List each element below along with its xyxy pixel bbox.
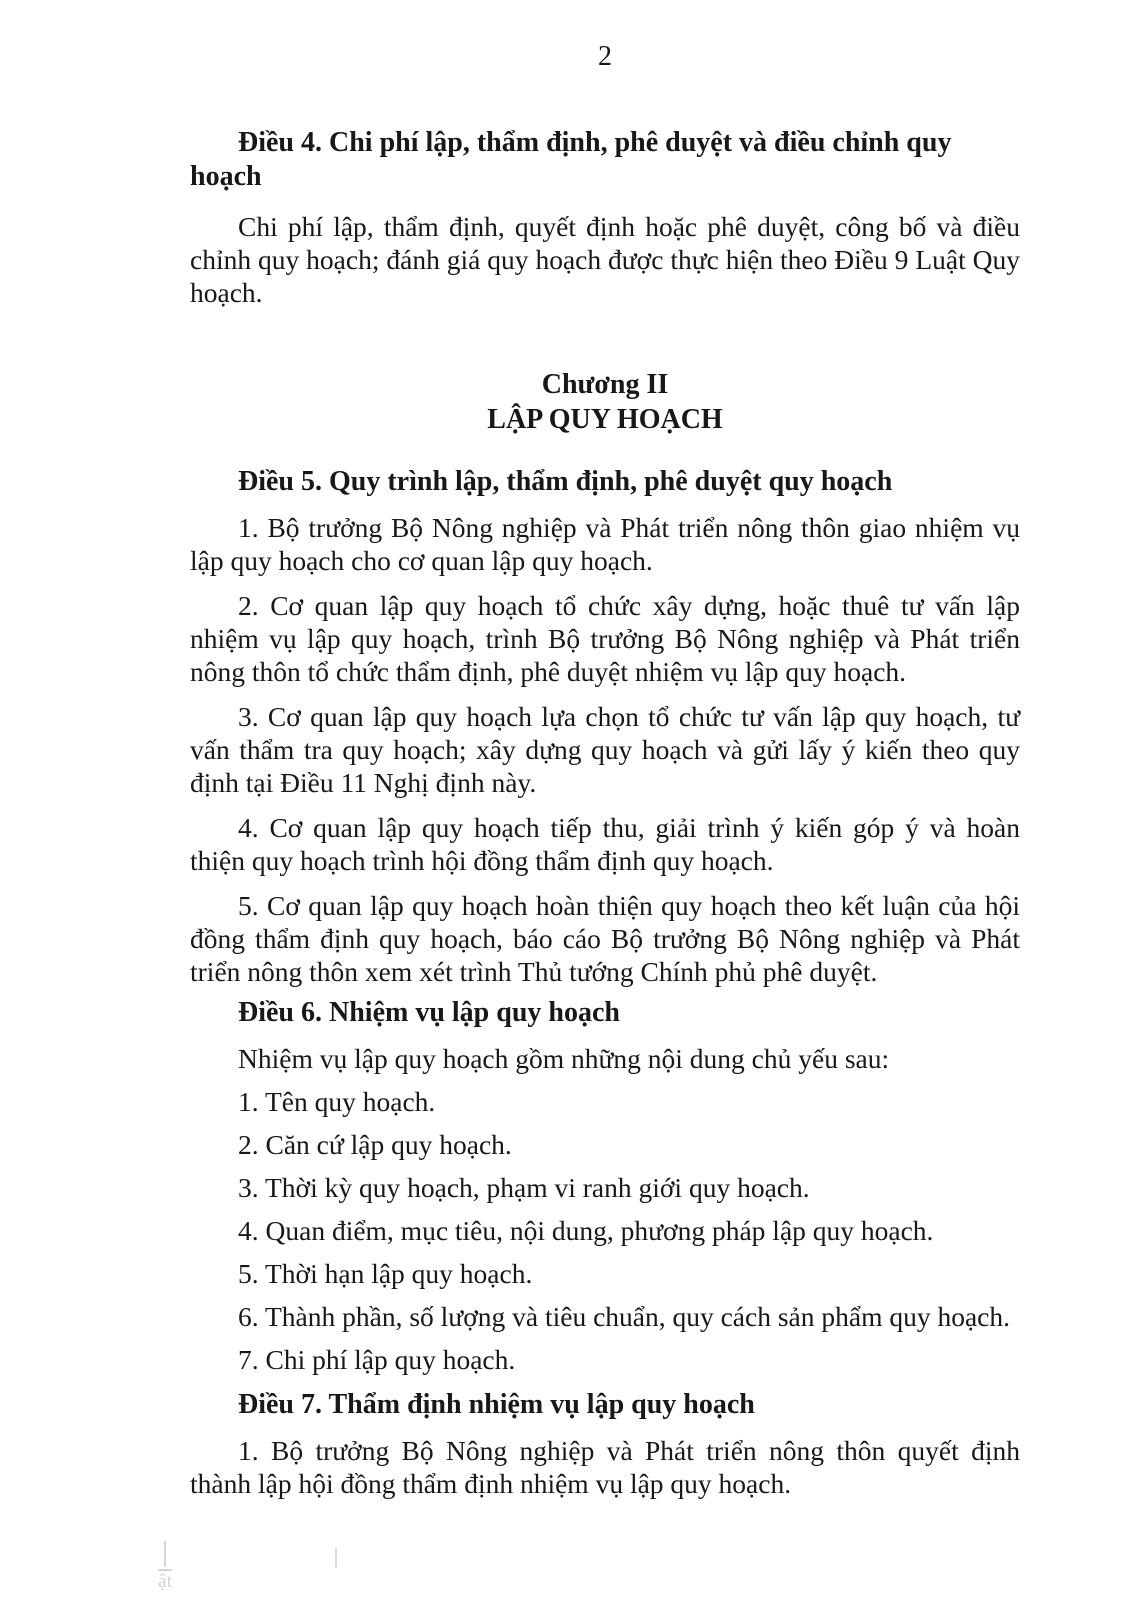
article-6-heading: Điều 6. Nhiệm vụ lập quy hoạch — [238, 997, 620, 1028]
article-6-item-5: 5. Thời hạn lập quy hoạch. — [238, 1258, 533, 1289]
article-6-item-4: 4. Quan điểm, mục tiêu, nội dung, phương pháp lập quy hoạch. — [238, 1215, 934, 1246]
article-5-clause-4: 4. Cơ quan lập quy hoạch tiếp thu, giải trình ý kiến góp ý và hoàn thiện quy hoạch trình hội đồng thẩm định quy hoạch. — [190, 812, 1020, 876]
article-4-heading: Điều 4. Chi phí lập, thẩm định, phê duyệt và điều chỉnh quy hoạch — [190, 127, 952, 192]
article-4-paragraph: Chi phí lập, thẩm định, quyết định hoặc phê duyệt, công bố và điều chỉnh quy hoạch; đánh giá quy hoạch được thực hiện theo Điều 9 Luật Quy hoạch. — [190, 211, 1020, 308]
article-5-clause-2: 2. Cơ quan lập quy hoạch tổ chức xây dựng, hoặc thuê tư vấn lập nhiệm vụ lập quy hoạch, trình Bộ trưởng Bộ Nông nghiệp và Phát triển nông thôn tổ chức thẩm định, phê duyệt nhiệm vụ lập quy hoạch. — [190, 590, 1020, 687]
page-number: 2 — [598, 41, 612, 72]
article-5-clause-1: 1. Bộ trưởng Bộ Nông nghiệp và Phát triển nông thôn giao nhiệm vụ lập quy hoạch cho cơ quan lập quy hoạch. — [190, 512, 1020, 576]
article-5-clause-5: 5. Cơ quan lập quy hoạch hoàn thiện quy hoạch theo kết luận của hội đồng thẩm định quy hoạch, báo cáo Bộ trưởng Bộ Nông nghiệp và Phát triển nông thôn xem xét trình Thủ tướng Chính phủ phê duyệt. — [190, 890, 1020, 987]
scan-artifact-right — [335, 1548, 337, 1567]
article-6-item-1: 1. Tên quy hoạch. — [238, 1086, 436, 1117]
article-7-heading: Điều 7. Thẩm định nhiệm vụ lập quy hoạch — [238, 1389, 755, 1420]
article-7-clause-1: 1. Bộ trưởng Bộ Nông nghiệp và Phát triển nông thôn quyết định thành lập hội đồng thẩm định nhiệm vụ lập quy hoạch. — [190, 1435, 1020, 1499]
article-5-heading: Điều 5. Quy trình lập, thẩm định, phê duyệt quy hoạch — [238, 466, 893, 497]
chapter-2-label: Chương II — [541, 369, 669, 400]
scan-artifact-bar — [164, 1541, 166, 1567]
article-6-intro: Nhiệm vụ lập quy hoạch gồm những nội dung chủ yếu sau: — [238, 1043, 890, 1074]
article-6-item-2: 2. Căn cứ lập quy hoạch. — [238, 1129, 512, 1160]
article-6-item-6: 6. Thành phần, số lượng và tiêu chuẩn, quy cách sản phẩm quy hoạch. — [238, 1301, 1011, 1332]
chapter-2-block — [190, 367, 1020, 437]
article-6-item-7: 7. Chi phí lập quy hoạch. — [238, 1344, 516, 1375]
scan-artifact-left — [150, 1541, 180, 1591]
article-5-clause-3: 3. Cơ quan lập quy hoạch lựa chọn tổ chức tư vấn lập quy hoạch, tư vấn thẩm tra quy hoạch; xây dựng quy hoạch và gửi lấy ý kiến theo quy định tại Điều 11 Nghị định này. — [190, 701, 1020, 798]
chapter-2-title: LẬP QUY HOẠCH — [487, 404, 723, 435]
scan-artifact-text: ật — [158, 1571, 172, 1592]
article-6-item-3: 3. Thời kỳ quy hoạch, phạm vi ranh giới quy hoạch. — [238, 1172, 810, 1203]
